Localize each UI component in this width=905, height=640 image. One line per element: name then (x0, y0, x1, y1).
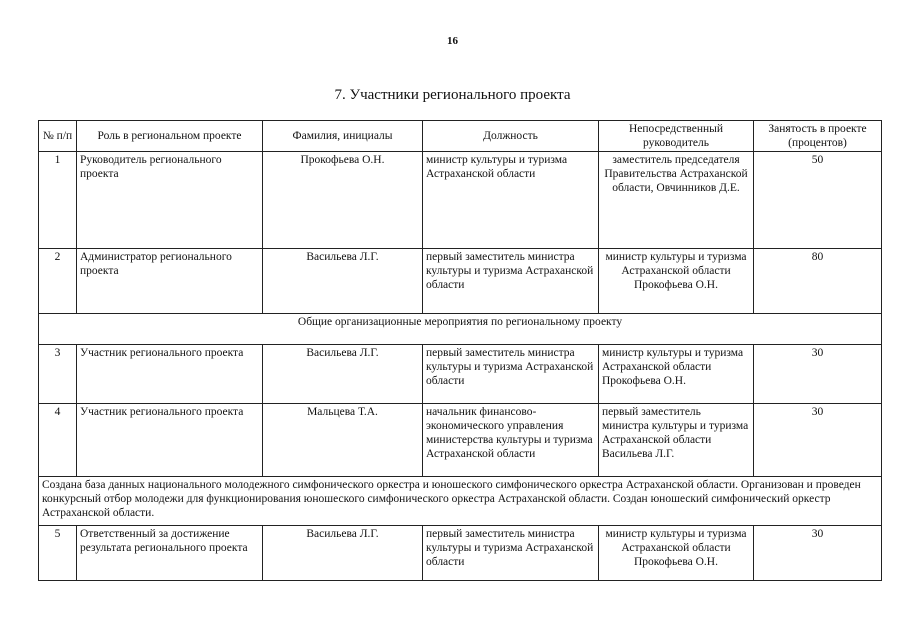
table-row (39, 249, 882, 314)
section-title: 7. Участники регионального проекта (334, 87, 571, 103)
cell-position: первый заместитель министра культуры и туризма Астраханской области (423, 249, 599, 314)
cell-role: Руководитель регионального проекта (77, 152, 263, 249)
cell-name: Васильева Л.Г. (263, 345, 423, 404)
result-text: Создана база данных национального молодежного симфонического оркестра и юношеского симфонического оркестра Астраханской области. Организован и проведен конкурсный отбор молодежи для функционирования юношеского симфонического оркестра Астраханской области. Создан юношеский симфонический оркестр Астраханской области. (39, 477, 882, 526)
header-position: Должность (423, 121, 599, 152)
cell-load: 50 (754, 152, 882, 249)
cell-num: 4 (39, 404, 77, 477)
cell-role: Участник регионального проекта (77, 404, 263, 477)
result-row (39, 477, 882, 526)
cell-supervisor: министр культуры и туризма Астраханской области Прокофьева О.Н. (599, 345, 754, 404)
cell-load: 80 (754, 249, 882, 314)
participants-table (38, 120, 882, 581)
cell-num: 1 (39, 152, 77, 249)
cell-supervisor: первый заместитель министра культуры и туризма Астраханской области Васильева Л.Г. (599, 404, 754, 477)
cell-role: Администратор регионального проекта (77, 249, 263, 314)
cell-name: Васильева Л.Г. (263, 249, 423, 314)
table-header-row (39, 121, 882, 152)
cell-role: Ответственный за достижение результата регионального проекта (77, 526, 263, 581)
table-row (39, 345, 882, 404)
section-heading-row (39, 314, 882, 345)
section-heading: Общие организационные мероприятия по региональному проекту (39, 314, 882, 345)
table-row (39, 152, 882, 249)
cell-position: первый заместитель министра культуры и туризма Астраханской области (423, 526, 599, 581)
cell-position: министр культуры и туризма Астраханской области (423, 152, 599, 249)
table-row (39, 526, 882, 581)
header-load: Занятость в проекте (процентов) (754, 121, 882, 152)
cell-load: 30 (754, 404, 882, 477)
cell-name: Мальцева Т.А. (263, 404, 423, 477)
cell-num: 3 (39, 345, 77, 404)
table-row (39, 404, 882, 477)
page-number: 16 (447, 35, 458, 47)
cell-supervisor: министр культуры и туризма Астраханской области Прокофьева О.Н. (599, 526, 754, 581)
cell-num: 2 (39, 249, 77, 314)
cell-position: начальник финансово-экономического управления министерства культуры и туризма Астраханской области (423, 404, 599, 477)
cell-load: 30 (754, 526, 882, 581)
cell-name: Прокофьева О.Н. (263, 152, 423, 249)
cell-load: 30 (754, 345, 882, 404)
header-supervisor: Непосредственный руководитель (599, 121, 754, 152)
header-name: Фамилия, инициалы (263, 121, 423, 152)
header-role: Роль в региональном проекте (77, 121, 263, 152)
cell-name: Васильева Л.Г. (263, 526, 423, 581)
cell-supervisor: министр культуры и туризма Астраханской области Прокофьева О.Н. (599, 249, 754, 314)
cell-supervisor: заместитель председателя Правительства Астраханской области, Овчинников Д.Е. (599, 152, 754, 249)
cell-num: 5 (39, 526, 77, 581)
cell-position: первый заместитель министра культуры и туризма Астраханской области (423, 345, 599, 404)
header-num: № п/п (39, 121, 77, 152)
cell-role: Участник регионального проекта (77, 345, 263, 404)
